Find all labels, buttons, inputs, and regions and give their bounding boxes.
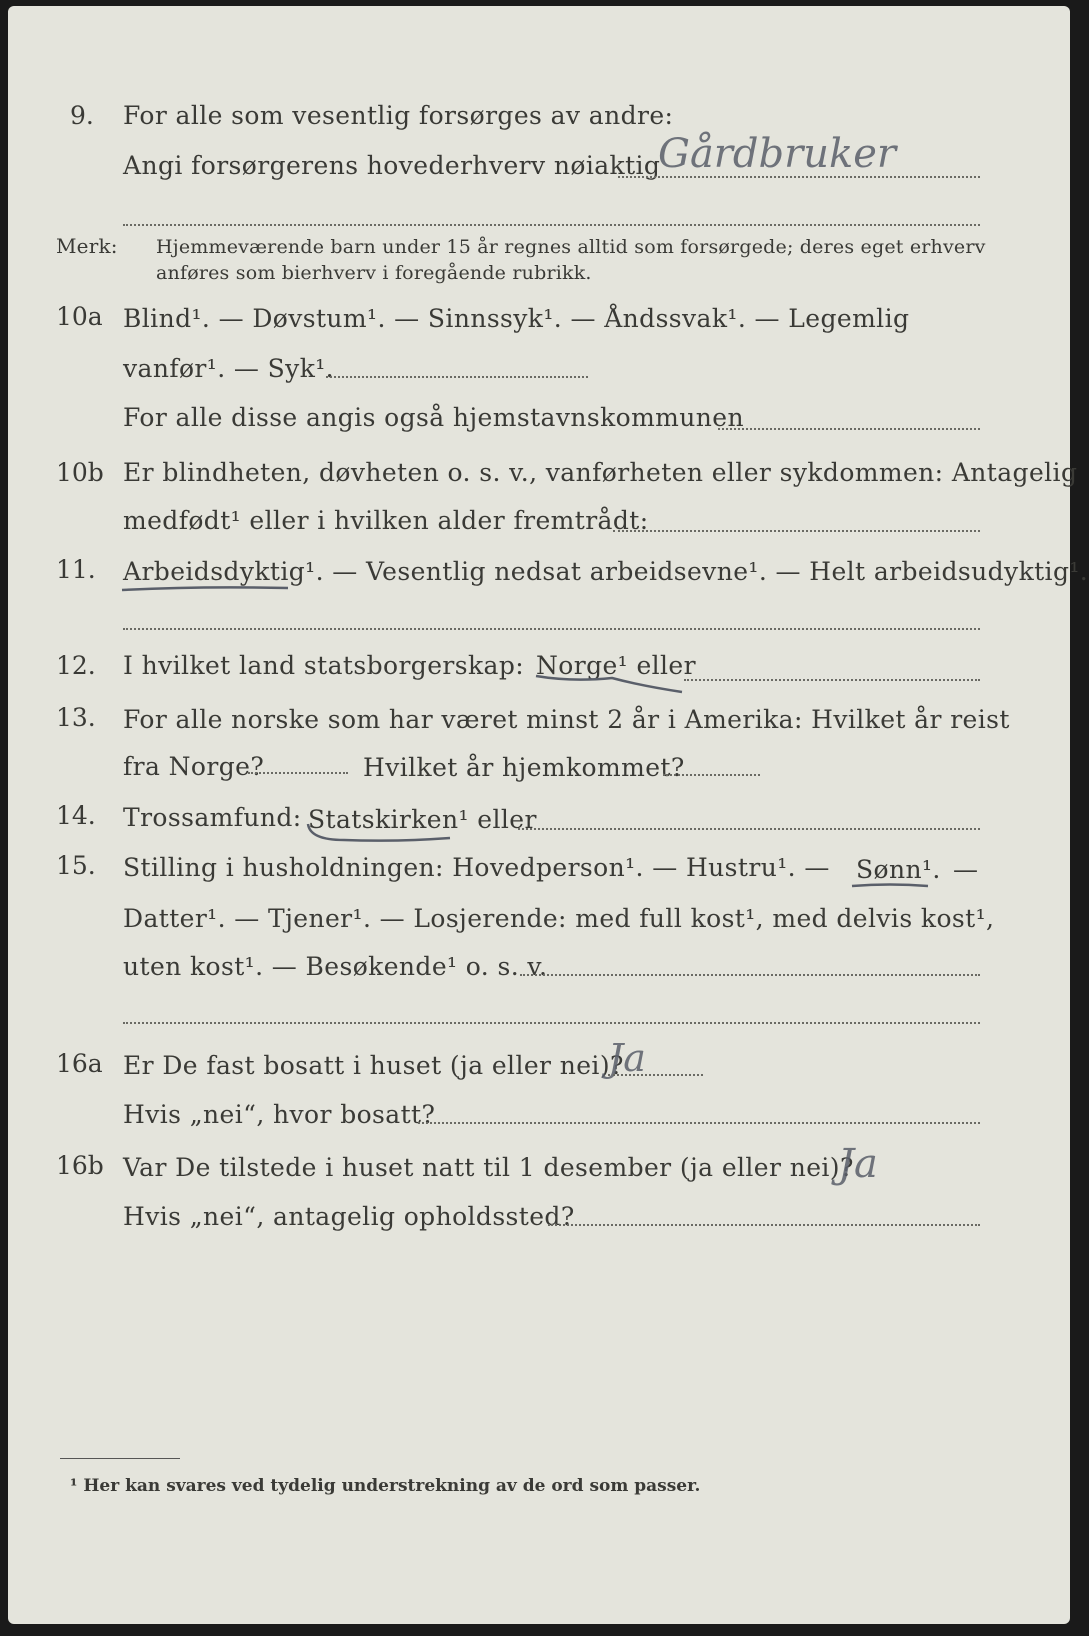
census-form-page [8,6,1089,1624]
q16a-number: 16a [56,1049,103,1078]
q9-line1: For alle som vesentlig forsørges av andre: [123,101,674,130]
q16a-answer-line [608,1074,703,1076]
q10a-line1: Blind¹. — Døvstum¹. — Sinnssyk¹. — Åndssvak¹. — Legemlig [123,304,910,333]
q16a-bosatt-line [418,1122,980,1124]
q16b-line1: Var De tilstede i huset natt til 1 desember (ja eller nei)? [123,1153,854,1182]
q10b-line2: medfødt¹ eller i hvilken alder fremtrådt: [123,506,649,535]
q13-line2a: fra Norge? [123,752,265,781]
footnote-rule [60,1458,180,1459]
q13-hjemkommet-line [663,774,760,776]
q12-line1: I hvilket land statsborgerskap: [123,651,525,680]
q10b-number: 10b [56,458,104,487]
q13-line1: For alle norske som har været minst 2 år i Amerika: Hvilket år reist [123,705,1010,734]
q16a-line1: Er De fast bosatt i huset (ja eller nei)? [123,1051,624,1080]
q10b-line1: Er blindheten, døvheten o. s. v., vanførheten eller sykdommen: Antagelig [123,458,1078,487]
q13-number: 13. [56,703,96,732]
footnote: ¹ Her kan svares ved tydelig understrekning av de ord som passer. [70,1476,701,1496]
q11-line1: Arbeidsdyktig¹. — Vesentlig nedsat arbeidsevne¹. — Helt arbeidsudyktig¹. [123,557,1089,586]
q14-line1: Trossamfund: [123,803,302,832]
q11-underline-stroke [120,582,290,594]
q14-underline-stroke [304,818,454,848]
q14-answer: Statskirken¹ eller [308,805,537,834]
q15-line2: Datter¹. — Tjener¹. — Losjerende: med full kost¹, med delvis kost¹, [123,904,995,933]
q9-blank-line [123,224,980,226]
q10a-number: 10a [56,302,103,331]
q13-line2b: Hvilket år hjemkommet? [363,753,685,782]
q9-handwritten-answer: Gårdbruker [658,131,897,177]
merk-line1: Hjemmeværende barn under 15 år regnes alltid som forsørgede; deres eget erhverv [156,236,986,258]
q15-number: 15. [56,851,96,880]
q9-line2: Angi forsørgerens hovederhverv nøiaktig [123,151,661,180]
q12-underline-stroke [532,656,692,696]
q10a-kommune-line [718,428,980,430]
q15-line3: uten kost¹. — Besøkende¹ o. s. v. [123,952,548,981]
q14-number: 14. [56,801,96,830]
q15-line1a: Stilling i husholdningen: Hovedperson¹. — Hustru¹. — [123,853,830,882]
q11-number: 11. [56,555,96,584]
q11-blank-line [123,628,980,630]
q15-underline-stroke [850,880,930,892]
q10b-alder-line [613,530,980,532]
q16b-number: 16b [56,1151,104,1180]
q14-line [518,828,980,830]
q13-reist-line [248,772,348,774]
merk-line2: anføres som bierhverv i foregående rubrikk. [156,262,592,284]
q12-number: 12. [56,651,96,680]
merk-label: Merk: [56,234,118,258]
q16a-handwritten-answer: Ja [608,1036,646,1080]
q16a-line2: Hvis „nei“, hvor bosatt? [123,1100,436,1129]
q10a-syk-line [326,376,588,378]
q16b-line2: Hvis „nei“, antagelig opholdssted? [123,1202,575,1231]
q16b-handwritten-answer: Ja [838,1141,878,1187]
q15-line1b: Sønn¹. [856,855,941,884]
q10a-line2: vanfør¹. — Syk¹. [123,354,335,383]
q15-line1c: — [953,855,979,884]
q16b-opholdssted-line [548,1224,980,1226]
q15-line [520,974,980,976]
q12-line [684,679,980,681]
q15-blank-line [123,1022,980,1024]
q9-number: 9. [70,101,94,130]
q12-answer: Norge¹ eller [536,651,696,680]
q10a-line3: For alle disse angis også hjemstavnskommunen [123,403,744,432]
